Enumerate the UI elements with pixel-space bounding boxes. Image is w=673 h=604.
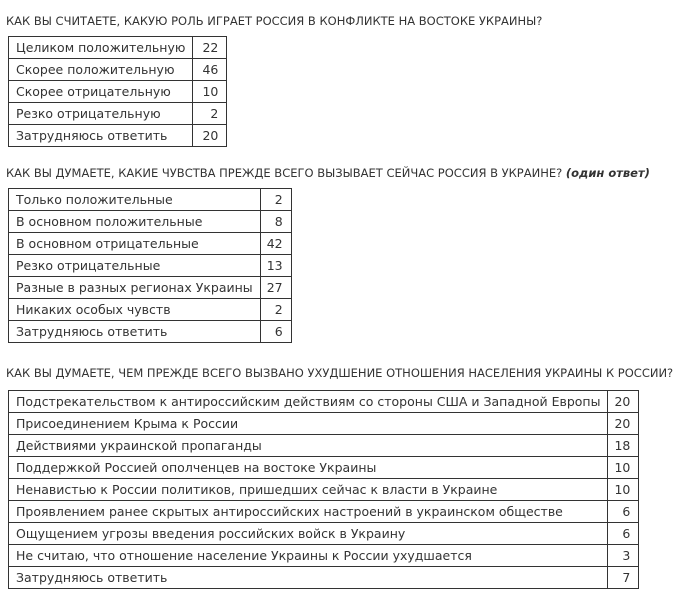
question-1-title [6,14,542,28]
answer-value: 10 [193,81,227,103]
question-2-title [6,166,650,180]
answer-label: Подстрекательством к антироссийским действиям со стороны США и Западной Европы [9,391,608,413]
answer-label: Не считаю, что отношение население Украины к России ухудшается [9,545,608,567]
table-row [9,545,639,567]
answer-value: 20 [608,413,639,435]
question-2-title-text: КАК ВЫ ДУМАЕТЕ, КАКИЕ ЧУВСТВА ПРЕЖДЕ ВСЕГО ВЫЗЫВАЕТ СЕЙЧАС РОССИЯ В УКРАИНЕ? [6,166,563,180]
table-row [9,37,227,59]
answer-value: 20 [608,391,639,413]
answer-value: 46 [193,59,227,81]
answer-value: 27 [260,277,291,299]
answer-label: Затрудняюсь ответить [9,125,193,147]
answer-label: Поддержкой Россией ополченцев на востоке Украины [9,457,608,479]
answer-value: 13 [260,255,291,277]
answer-value: 18 [608,435,639,457]
answer-value: 20 [193,125,227,147]
answer-label: Только положительные [9,189,261,211]
question-1-title-text: КАК ВЫ СЧИТАЕТЕ, КАКУЮ РОЛЬ ИГРАЕТ РОССИЯ В КОНФЛИКТЕ НА ВОСТОКЕ УКРАИНЫ? [6,14,543,28]
answer-value: 6 [260,321,291,343]
answer-label: Проявлением ранее скрытых антироссийских настроений в украинском обществе [9,501,608,523]
question-3-table [8,390,639,589]
answer-value: 6 [608,501,639,523]
question-1-table [8,36,227,147]
answer-label: Резко отрицательную [9,103,193,125]
table-row [9,189,292,211]
answer-value: 42 [260,233,291,255]
answer-value: 22 [193,37,227,59]
answer-label: Присоединением Крыма к России [9,413,608,435]
table-row [9,435,639,457]
answer-label: В основном положительные [9,211,261,233]
answer-value: 7 [608,567,639,589]
table-row [9,523,639,545]
answer-value: 2 [260,299,291,321]
answer-label: Разные в разных регионах Украины [9,277,261,299]
table-row [9,233,292,255]
answer-label: Действиями украинской пропаганды [9,435,608,457]
answer-label: В основном отрицательные [9,233,261,255]
answer-value: 10 [608,457,639,479]
question-3-title-text: КАК ВЫ ДУМАЕТЕ, ЧЕМ ПРЕЖДЕ ВСЕГО ВЫЗВАНО УХУДШЕНИЕ ОТНОШЕНИЯ НАСЕЛЕНИЯ УКРАИНЫ К РОССИИ? [6,366,673,380]
answer-label: Затрудняюсь ответить [9,567,608,589]
table-row [9,59,227,81]
answer-label: Затрудняюсь ответить [9,321,261,343]
table-row [9,81,227,103]
table-row [9,501,639,523]
table-row [9,103,227,125]
table-row [9,413,639,435]
question-2-note: (один ответ) [565,166,650,180]
table-row [9,255,292,277]
answer-label: Целиком положительную [9,37,193,59]
table-row [9,321,292,343]
table-row [9,211,292,233]
answer-label: Скорее отрицательную [9,81,193,103]
answer-label: Ненавистью к России политиков, пришедших сейчас к власти в Украине [9,479,608,501]
answer-label: Никаких особых чувств [9,299,261,321]
answer-label: Ощущением угрозы введения российских войск в Украину [9,523,608,545]
question-2-table [8,188,292,343]
table-row [9,299,292,321]
table-row [9,567,639,589]
answer-value: 6 [608,523,639,545]
answer-value: 2 [193,103,227,125]
table-row [9,457,639,479]
table-row [9,479,639,501]
table-row [9,391,639,413]
table-row [9,277,292,299]
answer-label: Скорее положительную [9,59,193,81]
answer-value: 10 [608,479,639,501]
answer-value: 3 [608,545,639,567]
question-3-title [6,366,673,380]
answer-value: 8 [260,211,291,233]
answer-label: Резко отрицательные [9,255,261,277]
answer-value: 2 [260,189,291,211]
table-row [9,125,227,147]
